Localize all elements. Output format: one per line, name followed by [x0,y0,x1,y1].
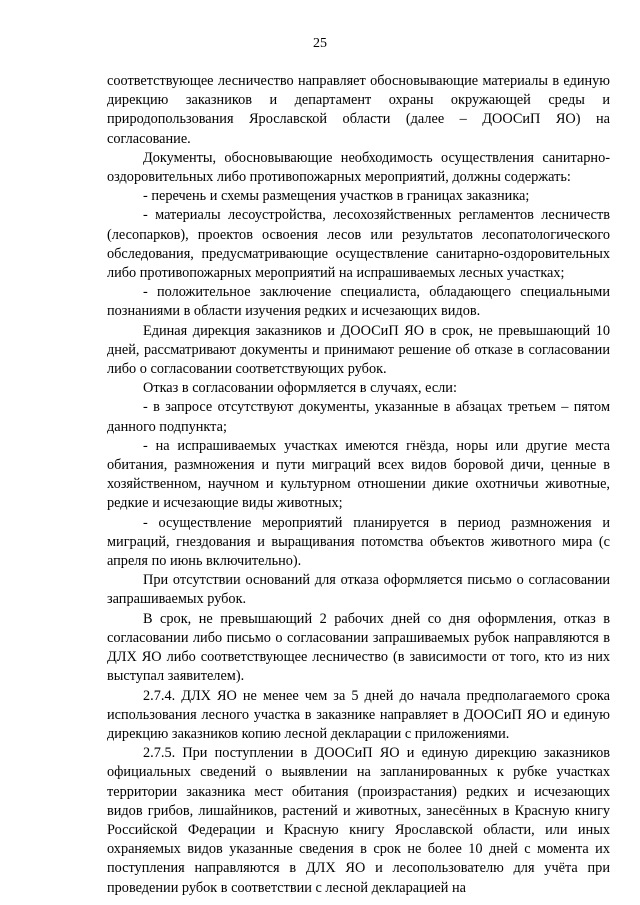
paragraph-documents-required: Документы, обосновывающие необходимость осуществления санитарно-оздоровительных либо противопожарных мероприятий, должны содержать: [107,149,610,186]
paragraph-continuation: соответствующее лесничество направляет обосновывающие материалы в единую дирекцию заказников и департамент охраны окружающей среды и природопользования Ярославской области (далее – ДООСиП ЯО) на согласование. [107,73,610,147]
list-item-site-schemes: - перечень и схемы размещения участков в границах заказника; [143,188,530,205]
paragraph-section-2-7-5: 2.7.5. При поступлении в ДООСиП ЯО и единую дирекцию заказников официальных сведений о выявлении на запланированных к рубке участках территории заказника мест обитания (произрастания) редких и исчезающих видов грибов, лишайников, растений и животных, занесённых в Красную книгу Российской Федерации и Красную книгу Ярославской области, или иных охраняемых видов указанные сведения в срок не более 10 дней с момента их поступления направляются в ДЛХ ЯО и лесопользователю для учёта при проведении рубок в соответствии с лесной декларацией на [107,745,610,896]
paragraph-sending-decision: В срок, не превышающий 2 рабочих дней со дня оформления, отказ в согласовании либо письмо о согласовании запрашиваемых рубок направляются в ДЛХ ЯО либо соответствующее лесничество (в зависимости от того, кто из них выступал заявителем). [107,610,610,685]
paragraph-section-2-7-4: 2.7.4. ДЛХ ЯО не менее чем за 5 дней до начала предполагаемого срока использования лесного участка в заказнике направляет в ДООСиП ЯО и единую дирекцию заказников копию лесной декларации с приложениями. [107,687,610,742]
page-number: 25 [313,36,327,51]
body-text [107,72,610,898]
paragraph-refusal-cases: Отказ в согласовании оформляется в случаях, если: [143,380,457,397]
paragraph-review-period: Единая дирекция заказников и ДООСиП ЯО в срок, не превышающий 10 дней, рассматривают документы и принимают решение об отказе в согласовании либо о согласовании соответствующих рубок. [107,322,610,378]
list-item-specialist-conclusion: - положительное заключение специалиста, обладающего специальными познаниями в области изучения редких и исчезающих видов. [107,284,610,320]
list-item-breeding-period: - осуществление мероприятий планируется в период размножения и миграций, гнездования и выращивания потомства объектов животного мира (с апреля по июнь включительно). [107,514,610,570]
list-item-forest-materials: - материалы лесоустройства, лесохозяйственных регламентов лесничеств (лесопарков), проектов освоения лесов или результатов лесопатологического обследования, предусматривающие осуществление санитарно-оздоровительных либо противопожарных мероприятий на испрашиваемых лесных участках; [107,207,610,282]
paragraph-approval-letter: При отсутствии оснований для отказа оформляется письмо о согласовании запрашиваемых рубок. [107,572,610,608]
list-item-habitats: - на испрашиваемых участках имеются гнёзда, норы или другие места обитания, размножения и пути миграций всех видов боровой дичи, ценные в хозяйственном, научном и культурном отношении дикие охотничьи животные, редкие и исчезающие виды животных; [107,437,610,512]
list-item-missing-documents: - в запросе отсутствуют документы, указанные в абзацах третьем – пятом данного подпункта; [107,399,610,435]
